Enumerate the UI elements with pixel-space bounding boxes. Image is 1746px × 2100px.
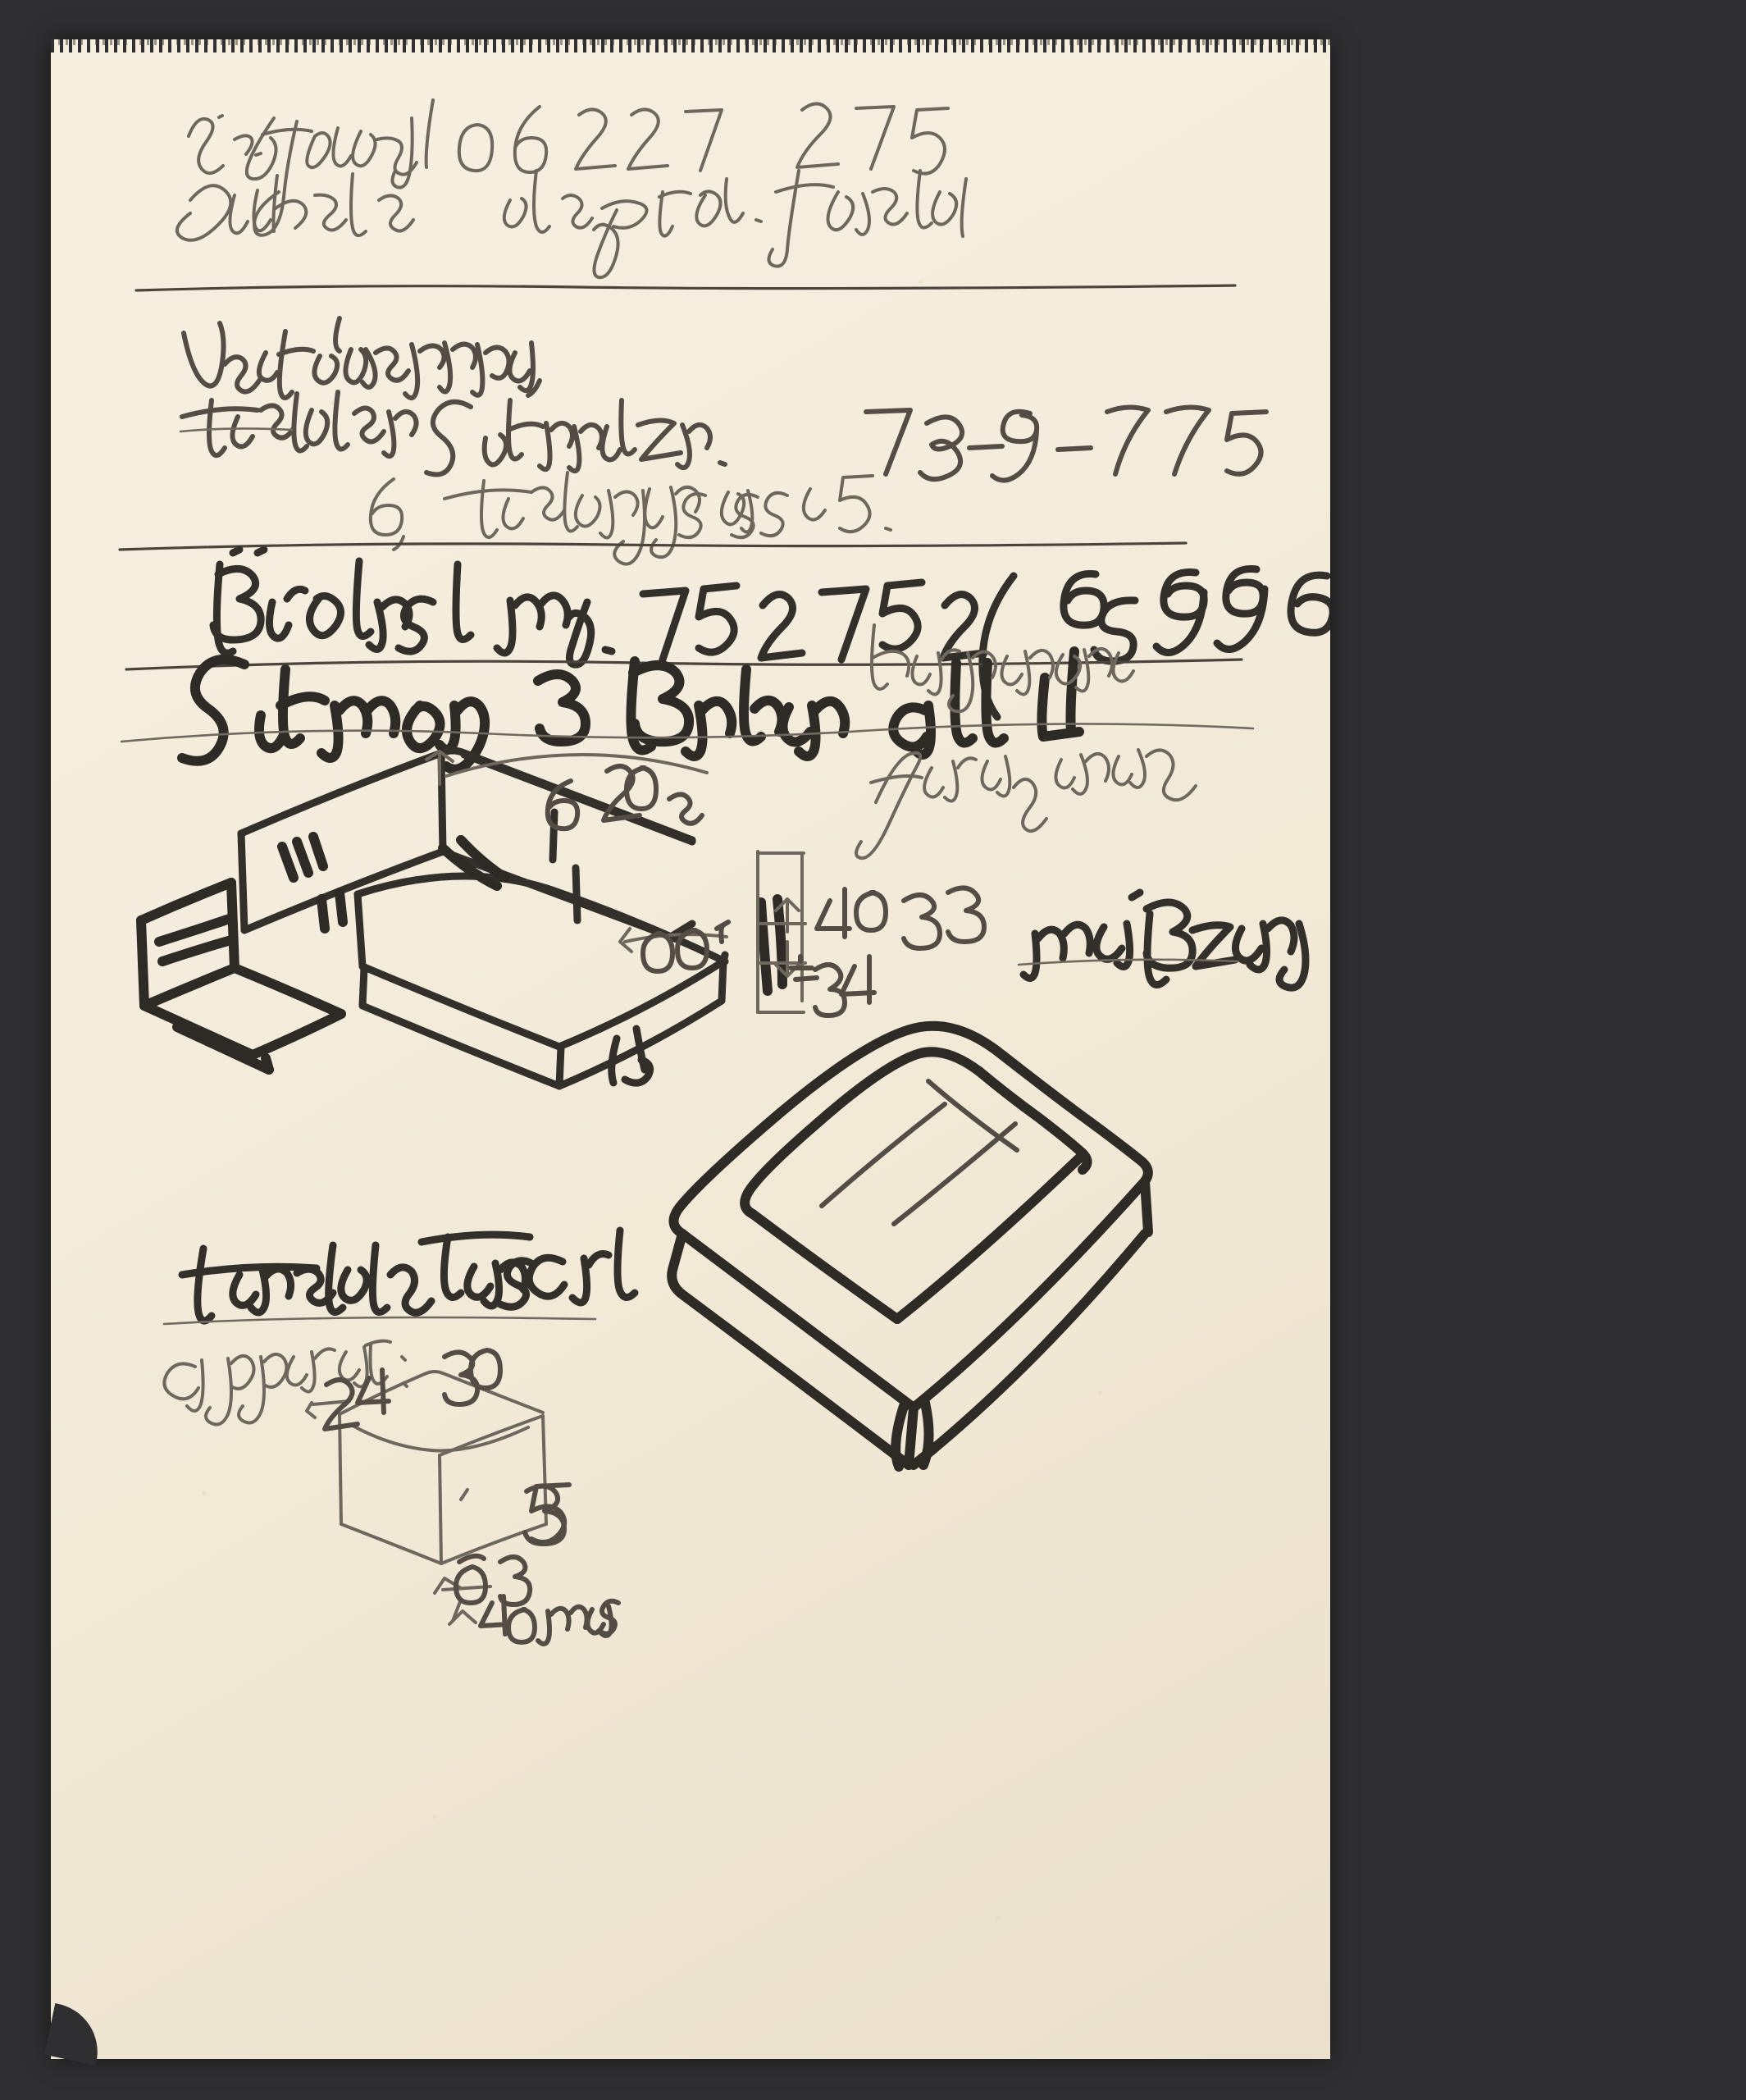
handwritten-line-4 bbox=[182, 392, 1266, 481]
handwritten-line-7 bbox=[182, 651, 1079, 769]
handwritten-line-1 bbox=[189, 100, 948, 235]
dimension-numbers-cabinet bbox=[325, 1350, 618, 1644]
handwritten-line-9 bbox=[856, 750, 1196, 858]
handwritten-line-2 bbox=[177, 171, 966, 277]
handwritten-line-5 bbox=[371, 472, 891, 564]
rule-1 bbox=[136, 285, 1235, 290]
handwritten-line-6 bbox=[213, 550, 1330, 717]
handwritten-line-3 bbox=[184, 318, 540, 398]
handwritten-line-10 bbox=[1023, 892, 1306, 988]
handwriting-ink-layer bbox=[51, 39, 1330, 2059]
corner-sofa-bed-perspective-sketch bbox=[141, 751, 782, 1086]
underline-fernsehtischerl bbox=[164, 1317, 595, 1324]
paper-sheet bbox=[51, 39, 1330, 2059]
single-bed-with-cover-sketch bbox=[672, 1026, 1148, 1467]
handwritten-line-12 bbox=[164, 1341, 407, 1425]
handwritten-line-11 bbox=[182, 1230, 635, 1321]
